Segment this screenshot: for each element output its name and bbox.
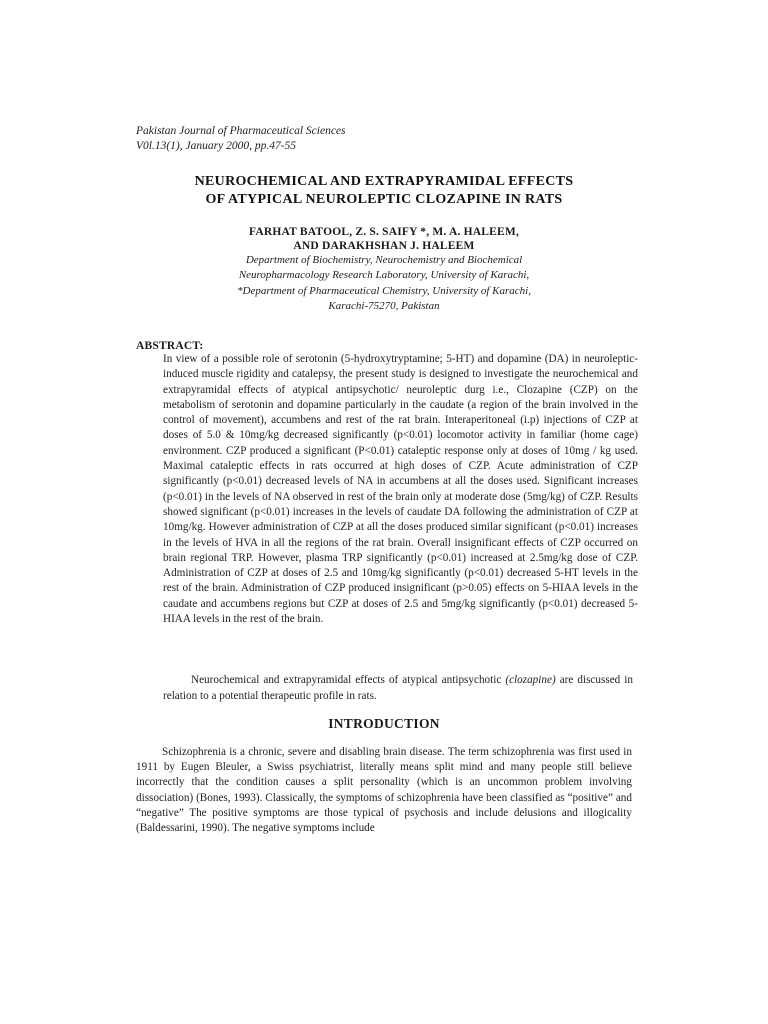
paper-title-line-2: OF ATYPICAL NEUROLEPTIC CLOZAPINE IN RATS <box>205 192 563 207</box>
journal-citation <box>136 124 346 154</box>
affiliation-line-2: Neuropharmacology Research Laboratory, University of Karachi, <box>238 269 530 282</box>
introduction-body: Schizophrenia is a chronic, severe and disabling brain disease. The term schizophrenia was first used in 1911 by Eugen Bleuler, a Swiss psychiatrist, literally means split mind and many people still believe incorrectly that the condition causes a split personality (which is an uncommon problem involving dissociation) (Bones, 1993). Classically, the symptoms of schizophrenia have been classified as “positive” and “negative” The positive symptoms are those typical of psychosis and include delusions and illogicality (Baldessarini, 1990). The negative symptoms include <box>136 746 632 835</box>
journal-issue: V0l.13(1), January 2000, pp.47-55 <box>136 140 297 152</box>
author-list <box>120 225 648 253</box>
journal-name: Pakistan Journal of Pharmaceutical Sciences <box>136 125 346 137</box>
affiliation-line-1: Department of Biochemistry, Neurochemistry and Biochemical <box>245 254 523 266</box>
affiliation-line-4: Karachi-75270, Pakistan <box>328 299 440 312</box>
author-line-1: FARHAT BATOOL, Z. S. SAIFY *, M. A. HALEEM, <box>248 226 520 238</box>
abstract-heading: ABSTRACT: <box>136 340 204 352</box>
abstract-closing-italic-term: (clozapine) <box>505 674 556 686</box>
introduction-heading: INTRODUCTION <box>328 716 440 731</box>
abstract-body: In view of a possible role of serotonin (5-hydroxytryptamine; 5-HT) and dopamine (DA) in neuroleptic-induced muscle rigidity and catalepsy, the present study is designed to investigate the neurochemical and extrapyramidal effects of atypical antipsychotic/ neuroleptic durg i.e., Clozapine (CZP) on the metabolism of serotonin and dopamine particularly in the caudate (a region of the brain involved in the control of movement), accumbens and rest of the rat brain. Interaperitoneal (i.p) injections of CZP at doses of 5.0 & 10mg/kg decreased significantly (p<0.01) locomotor activity in familiar (home cage) environment. CZP produced a significant (P<0.01) cataleptic response only at doses of 10mg / kg used. Maximal cataleptic effects in rats occurred at high doses of CZP. Acute administration of CZP significantly (p<0.01) decreased levels of NA in accumbens at all the doses used. Significant increases (p<0.01) in the levels of NA observed in rest of the brain only at moderate dose (5mg/kg) of CZP. Results showed significant (p<0.01) increases in the levels of caudate DA following the administration of CZP at 10mg/kg. However administration of CZP at all the doses produced similar significant (p<0.01) increases in the levels of HVA in all the regions of the rat brain. Overall insignificant effects of CZP occurred on brain regional TRP. However, plasma TRP significantly (p<0.01) increased at 2.5mg/kg dose of CZP. Administration of CZP at doses of 2.5 and 10mg/kg significantly (p<0.01) decreased 5-HT levels in the rest of the brain. Administration of CZP produced insignificant (p>0.05) effects on 5-HIAA levels in the caudate and accumbens regions but CZP at doses of 2.5 and 5mg/kg significantly (p<0.01) decreased 5-HIAA levels in the rest of the brain. <box>163 353 638 626</box>
affiliation-line-3: *Department of Pharmaceutical Chemistry, University of Karachi, <box>237 284 531 297</box>
abstract-closing-paragraph <box>163 672 633 704</box>
abstract-closing-text-start: Neurochemical and extrapyramidal effects of atypical antipsychotic <box>191 674 506 686</box>
paper-title-line-1: NEUROCHEMICAL AND EXTRAPYRAMIDAL EFFECTS <box>194 174 574 189</box>
affiliations <box>120 253 648 314</box>
author-line-2: AND DARAKHSHAN J. HALEEM <box>293 240 475 252</box>
abstract-closing-text-end: are discussed in relation to a potential therapeutic profile in rats. <box>163 674 633 702</box>
paper-title <box>120 173 648 209</box>
